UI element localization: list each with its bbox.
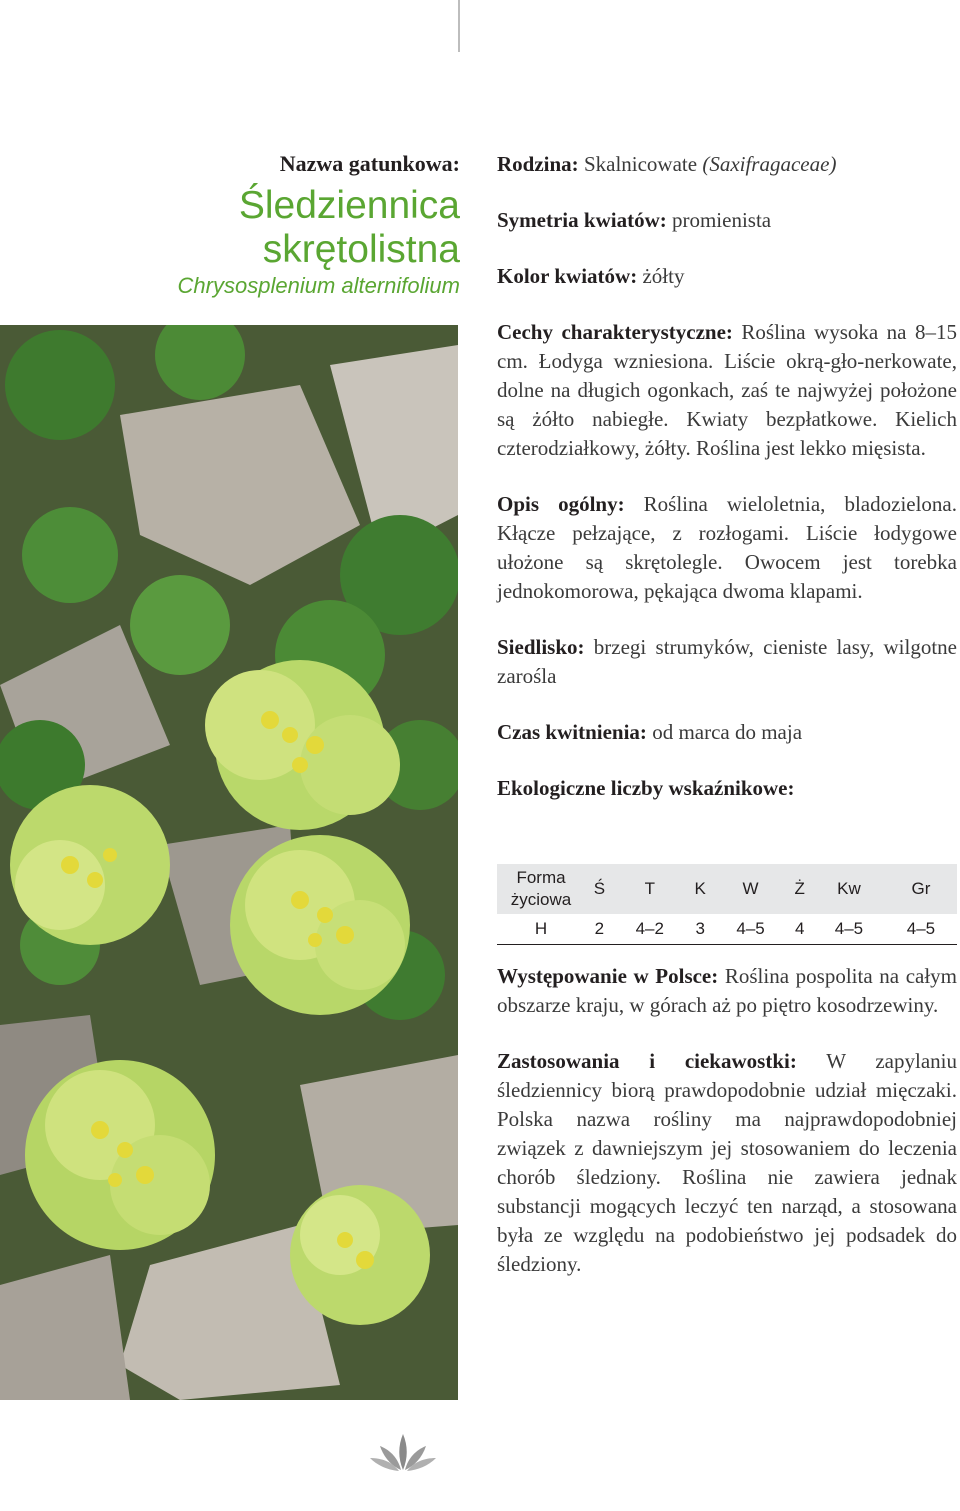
bloom-line (497, 718, 957, 747)
uses-label: Zastosowania i ciekawostki: (497, 1049, 797, 1073)
bloom-label: Czas kwitnienia: (497, 720, 647, 744)
common-name-line2: skrętolistna (262, 228, 460, 271)
general-label: Opis ogólny: (497, 492, 625, 516)
features-text: Roślina wysoka na 8–15 cm. Łodyga wzniesiona. Liście okrą-gło-nerkowate, dolne na długich ogonkach, zaś te najwyżej położone są żółto nabiegłe. Kwiaty bezpłatkowe. Kielich czterodziałkowy, żółty. Roślina jest lekko mięsista. (497, 320, 957, 460)
color-label: Kolor kwiatów: (497, 264, 638, 288)
eco-table-row (497, 914, 957, 945)
eco-cell: 4–5 (885, 914, 957, 945)
occurrence-text: Roślina pospolita na całym obszarze kraju, w górach aż po piętro kosodrzewiny. (497, 964, 958, 1017)
habitat-paragraph (497, 633, 957, 691)
eco-cell: 3 (686, 914, 715, 945)
family-line (497, 150, 957, 179)
eco-cell: 4 (787, 914, 813, 945)
latin-name: Chrysosplenium alternifolium (177, 273, 460, 298)
habitat-text: brzegi strumyków, cieniste lasy, wilgotne zarośla (497, 635, 958, 688)
general-text: Roślina wieloletnia, bladozielona. Kłącze pełzające, z rozłogami. Liście łodygowe ułożone są skrętolegle. Owocem jest torebka jednokomorowa, pękająca dwoma klapami. (497, 492, 957, 603)
uses-text: W zapylaniu śledziennicy biorą prawdopodobnie udział mięczaki. Polska nazwa rośliny ma najprawdopodobniej związek z dawniejszym jej stosowaniem do leczenia chorób śledziony. Roślina nie zawiera jednak substancji mogących leczyć ten narząd, a stosowana była ze względu na podobieństwo jej podsadek do śledziony. (497, 1049, 957, 1276)
description-column (497, 150, 957, 803)
symmetry-label: Symetria kwiatów: (497, 208, 667, 232)
eco-header-cell: K (686, 864, 715, 914)
eco-header-cell: T (614, 864, 686, 914)
eco-label: Ekologiczne liczby wskaźnikowe: (497, 776, 795, 800)
top-divider (458, 0, 460, 52)
features-label: Cechy charakterystyczne: (497, 320, 733, 344)
eco-header-cell: Gr (885, 864, 957, 914)
description-column-lower (497, 962, 957, 1279)
features-paragraph (497, 318, 957, 463)
eco-cell: H (497, 914, 585, 945)
bloom-text: od marca do maja (652, 720, 803, 744)
species-title-block (100, 150, 460, 300)
occurrence-label: Występowanie w Polsce: (497, 964, 719, 988)
eco-cell: 4–5 (813, 914, 885, 945)
eco-header-cell: W (715, 864, 787, 914)
common-name (100, 184, 460, 272)
life-form-header-line1: Forma (516, 868, 566, 887)
symmetry-value: promienista (671, 208, 772, 232)
eco-heading (497, 774, 957, 803)
color-value: żółty (642, 264, 685, 288)
common-name-line1: Śledziennica (238, 184, 460, 227)
leaf-sprout-icon (368, 1432, 438, 1472)
eco-cell: 4–2 (614, 914, 686, 945)
eco-header-cell: Kw (813, 864, 885, 914)
uses-paragraph (497, 1047, 957, 1279)
eco-cell: 4–5 (715, 914, 787, 945)
color-line (497, 262, 957, 291)
occurrence-paragraph (497, 962, 957, 1020)
plant-photo (0, 325, 458, 1400)
eco-indicator-table (497, 864, 957, 945)
eco-header-cell: Ś (585, 864, 614, 914)
life-form-header (497, 864, 585, 914)
habitat-label: Siedlisko: (497, 635, 585, 659)
symmetry-line (497, 206, 957, 235)
family-label: Rodzina: (497, 152, 579, 176)
general-paragraph (497, 490, 957, 606)
eco-cell: 2 (585, 914, 614, 945)
eco-header-cell: Ż (787, 864, 813, 914)
eco-table-header-row (497, 864, 957, 914)
life-form-header-line2: życiowa (510, 890, 572, 909)
family-latin: (Saxifragaceae) (702, 152, 837, 176)
family-value: Skalnicowate (583, 152, 698, 176)
species-label: Nazwa gatunkowa: (279, 151, 460, 176)
